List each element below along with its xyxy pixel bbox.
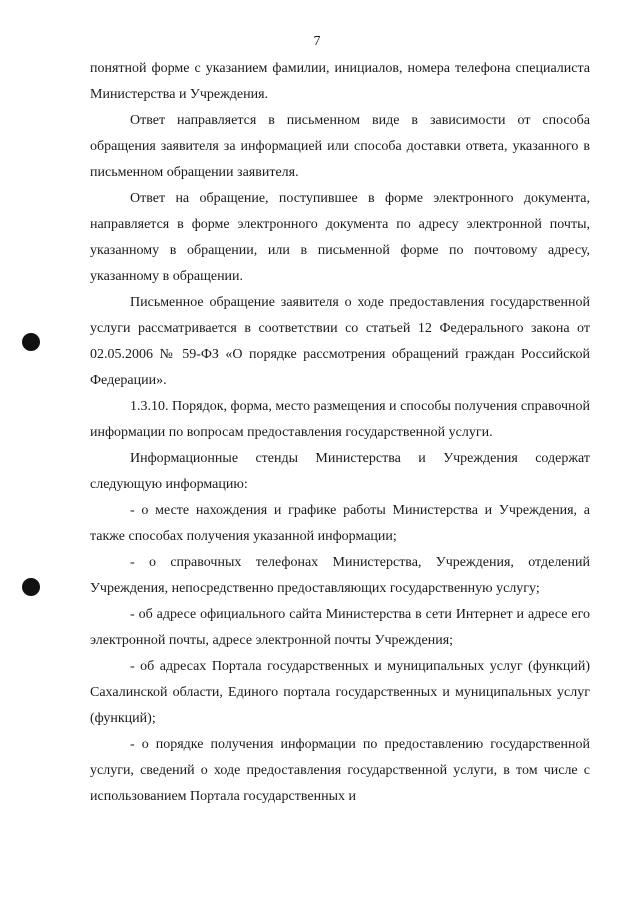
paragraph: Ответ на обращение, поступившее в форме электронного документа, направляется в форме электронного документа по адресу электронной почты, указанному в обращении, или в письменной форме по почтовому адресу, указанному в обращении. bbox=[90, 191, 590, 284]
document-body bbox=[90, 56, 590, 810]
paragraph: понятной форме с указанием фамилии, инициалов, номера телефона специалиста Министерства и Учреждения. bbox=[90, 61, 590, 102]
page-number: 7 bbox=[313, 34, 321, 49]
list-item: - об адресах Портала государственных и муниципальных услуг (функций) Сахалинской области, Единого портала государственных и муниципальных услуг (функций); bbox=[90, 659, 590, 726]
paragraph: Письменное обращение заявителя о ходе предоставления государственной услуги рассматривается в соответствии со статьей 12 Федерального закона от 02.05.2006 № 59-ФЗ «О порядке рассмотрения обращений граждан Российской Федерации». bbox=[90, 295, 590, 388]
list-item: - о справочных телефонах Министерства, Учреждения, отделений Учреждения, непосредственно предоставляющих государственную услугу; bbox=[90, 555, 590, 596]
punch-hole-bottom bbox=[22, 578, 40, 596]
punch-hole-top bbox=[22, 333, 40, 351]
list-item: - о порядке получения информации по предоставлению государственной услуги, сведений о ходе предоставления государственной услуги, в том числе с использованием Портала государственных и bbox=[90, 737, 590, 804]
paragraph: Информационные стенды Министерства и Учреждения содержат следующую информацию: bbox=[90, 451, 590, 492]
list-item: - о месте нахождения и графике работы Министерства и Учреждения, а также способах получения указанной информации; bbox=[90, 503, 590, 544]
paragraph: 1.3.10. Порядок, форма, место размещения и способы получения справочной информации по вопросам предоставления государственной услуги. bbox=[90, 399, 590, 440]
list-item: - об адресе официального сайта Министерства в сети Интернет и адресе его электронной почты, адресе электронной почты Учреждения; bbox=[90, 607, 590, 648]
paragraph: Ответ направляется в письменном виде в зависимости от способа обращения заявителя за информацией или способа доставки ответа, указанного в письменном обращении заявителя. bbox=[90, 113, 590, 180]
